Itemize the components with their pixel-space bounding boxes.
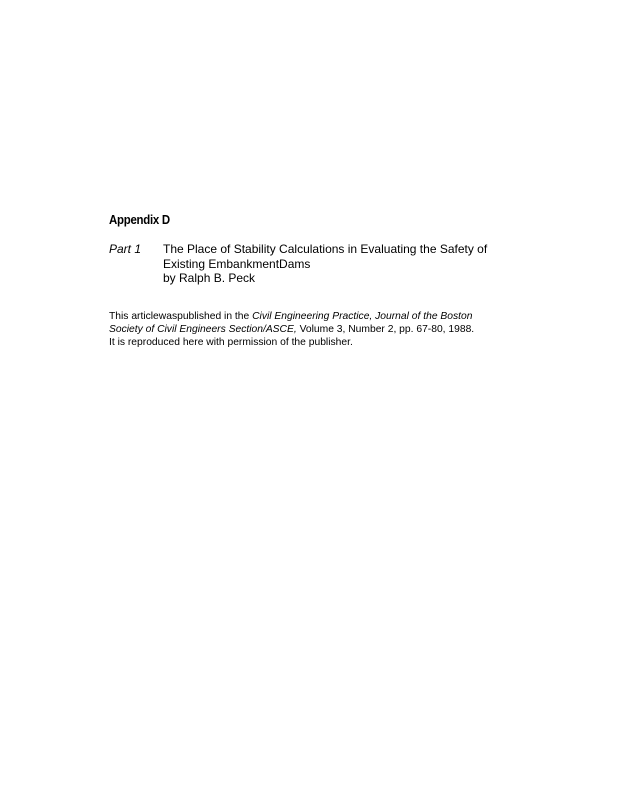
appendix-heading: Appendix D: [109, 212, 170, 227]
part-author: by Ralph B. Peck: [163, 271, 256, 285]
part-title-line-2: Existing EmbankmentDams: [163, 256, 311, 271]
journal-name-part-2: Society of Civil Engineers Section/ASCE,: [109, 324, 297, 335]
part-label: Part 1: [109, 242, 142, 256]
part-title-block: [163, 242, 503, 286]
journal-name-part-1: Civil Engineering Practice, Journal of the Boston: [252, 311, 473, 322]
publication-note-line-2: [109, 323, 509, 336]
publication-note: [109, 310, 509, 349]
part-title-line-1: The Place of Stability Calculations in Evaluating the Safety of: [163, 242, 488, 256]
publication-note-line-1: [109, 310, 509, 323]
publication-note-text: This articlewaspublished in the: [109, 311, 250, 322]
publication-note-line-3: It is reproduced here with permission of the publisher.: [109, 337, 353, 348]
volume-info: Volume 3, Number 2, pp. 67-80, 1988.: [296, 324, 475, 335]
